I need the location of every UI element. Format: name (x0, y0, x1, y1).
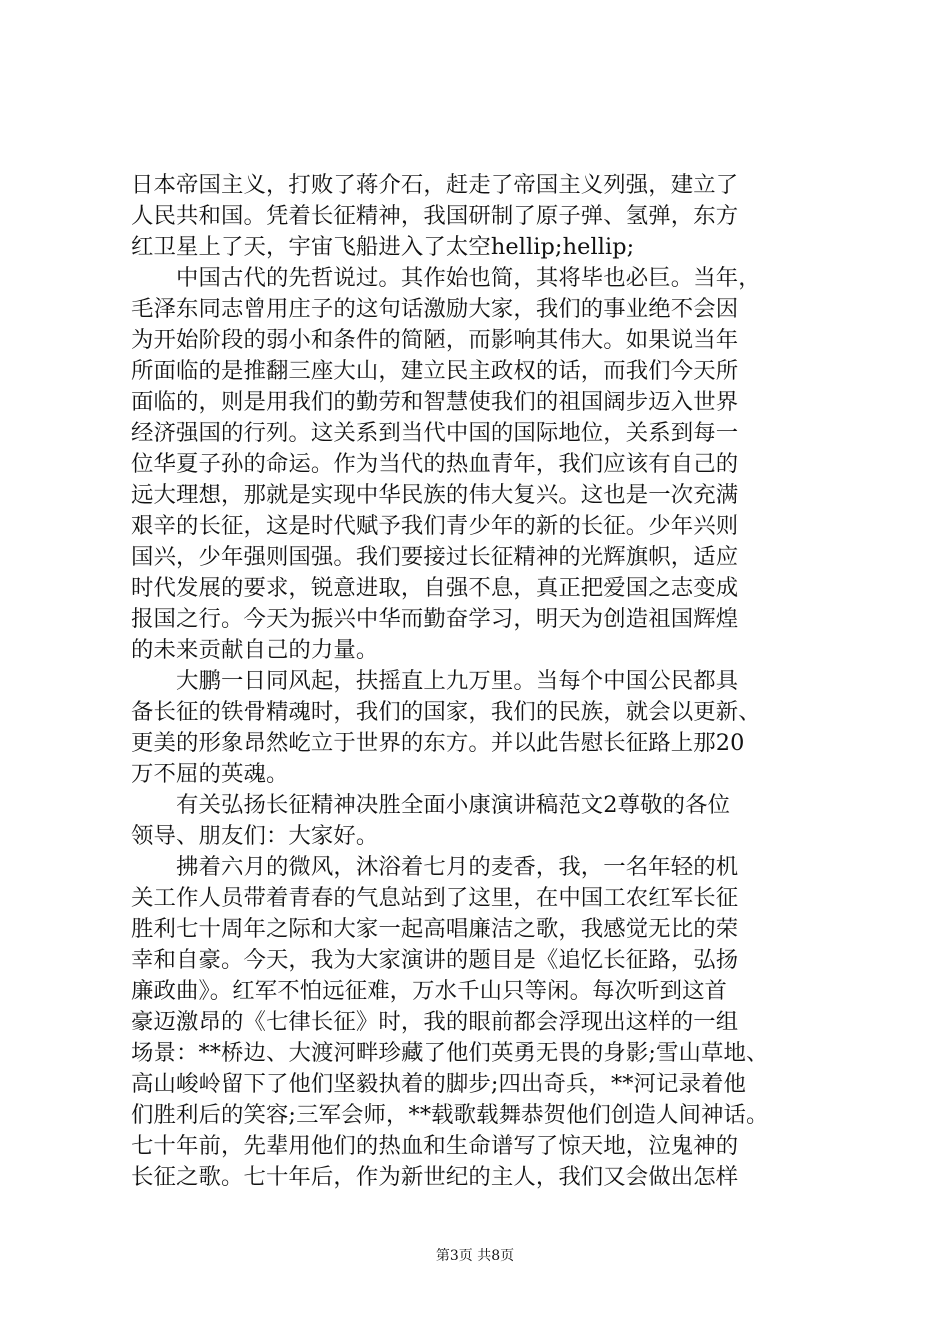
document-body (131, 170, 837, 1193)
text-line: 备长征的铁骨精魂时，我们的国家，我们的民族，就会以更新、 (131, 699, 761, 725)
text-line: 面临的，则是用我们的勤劳和智慧使我们的祖国阔步迈入世界 (131, 389, 739, 415)
text-line: 远大理想，那就是实现中华民族的伟大复兴。这也是一次充满 (131, 482, 739, 508)
text-line: 中国古代的先哲说过。其作始也简，其将毕也必巨。当年， (131, 265, 761, 291)
text-line: 毛泽东同志曾用庄子的这句话激励大家，我们的事业绝不会因 (131, 296, 739, 322)
text-line: 廉政曲》。红军不怕远征难，万水千山只等闲。每次听到这首 (131, 978, 728, 1004)
text-line: 经济强国的行列。这关系到当代中国的国际地位，关系到每一 (131, 420, 739, 446)
text-line: 幸和自豪。今天，我为大家演讲的题目是《追忆长征路，弘扬 (131, 947, 739, 973)
page-number-footer: 第3页 共8页 (435, 1248, 515, 1264)
text-line: 日本帝国主义，打败了蒋介石，赶走了帝国主义列强，建立了 (131, 172, 739, 198)
text-line: 拂着六月的微风，沐浴着七月的麦香，我，一名年轻的机 (131, 854, 739, 880)
text-line: 的未来贡献自己的力量。 (131, 637, 379, 663)
text-line: 七十年前，先辈用他们的热血和生命谱写了惊天地，泣鬼神的 (131, 1133, 739, 1159)
text-line: 们胜利后的笑容;三军会师，**载歌载舞恭贺他们创造人间神话。 (131, 1102, 769, 1128)
text-line: 报国之行。今天为振兴中华而勤奋学习，明天为创造祖国辉煌 (131, 606, 739, 632)
text-line: 万不屈的英魂。 (131, 761, 289, 787)
text-line: 所面临的是推翻三座大山，建立民主政权的话，而我们今天所 (131, 358, 739, 384)
text-line: 长征之歌。七十年后，作为新世纪的主人，我们又会做出怎样 (131, 1164, 739, 1190)
text-line: 更美的形象昂然屹立于世界的东方。并以此告慰长征路上那20 (131, 730, 745, 756)
text-line: 艰辛的长征，这是时代赋予我们青少年的新的长征。少年兴则 (131, 513, 739, 539)
text-line: 豪迈激昂的《七律长征》时，我的眼前都会浮现出这样的一组 (131, 1009, 739, 1035)
text-line: 高山峻岭留下了他们坚毅执着的脚步;四出奇兵，**河记录着他 (131, 1071, 746, 1097)
text-line: 位华夏子孙的命运。作为当代的热血青年，我们应该有自己的 (131, 451, 739, 477)
text-line: 为开始阶段的弱小和条件的简陋，而影响其伟大。如果说当年 (131, 327, 739, 353)
text-line: 关工作人员带着青春的气息站到了这里，在中国工农红军长征 (131, 885, 739, 911)
text-line: 有关弘扬长征精神决胜全面小康演讲稿范文2尊敬的各位 (131, 792, 731, 818)
text-line: 红卫星上了天，宇宙飞船进入了太空hellip;hellip; (131, 234, 635, 260)
text-line: 场景：**桥边、大渡河畔珍藏了他们英勇无畏的身影;雪山草地、 (131, 1040, 769, 1066)
text-line: 胜利七十周年之际和大家一起高唱廉洁之歌，我感觉无比的荣 (131, 916, 739, 942)
text-line: 国兴，少年强则国强。我们要接过长征精神的光辉旗帜，适应 (131, 544, 739, 570)
text-line: 人民共和国。凭着长征精神，我国研制了原子弹、氢弹，东方 (131, 203, 739, 229)
text-line: 领导、朋友们：大家好。 (131, 823, 379, 849)
text-line: 大鹏一日同风起，扶摇直上九万里。当每个中国公民都具 (131, 668, 739, 694)
text-line: 时代发展的要求，锐意进取，自强不息，真正把爱国之志变成 (131, 575, 739, 601)
